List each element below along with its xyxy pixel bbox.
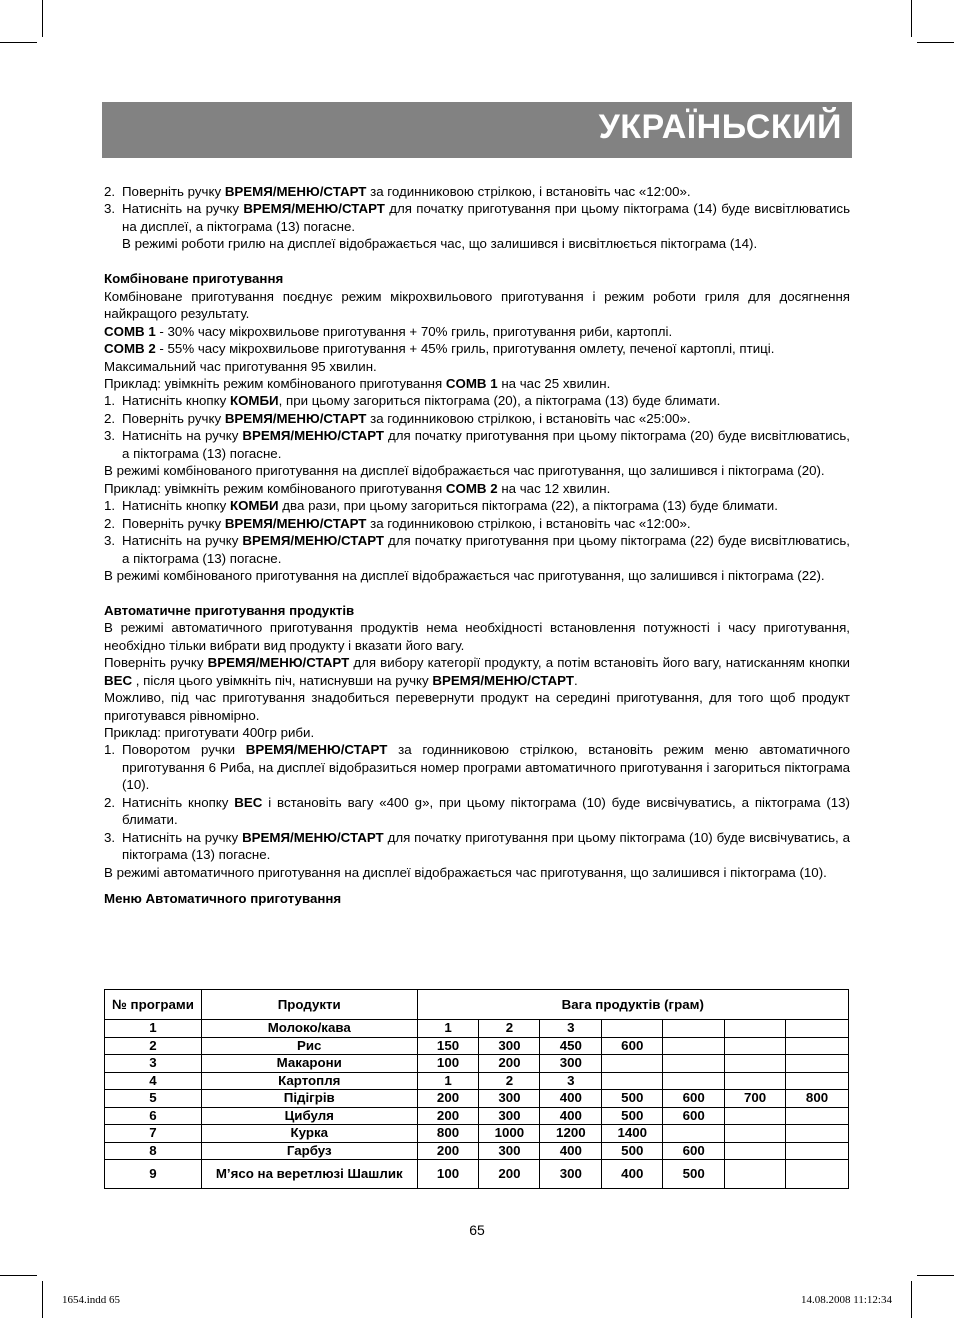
weight-cell: 3 xyxy=(540,1072,602,1090)
weight-cell xyxy=(725,1160,786,1189)
weight-cell xyxy=(725,1037,786,1055)
paragraph: В режимі комбінованого приготування на дисплеї відображається час приготування, що залишився і піктограма (22). xyxy=(104,567,825,583)
page-content xyxy=(104,183,850,908)
list-item: 2. Поверніть ручку ВРЕМЯ/МЕНЮ/СТАРТ за годинниковою стрілкою, і встановіть час «25:00». xyxy=(104,410,691,426)
weight-cell xyxy=(786,1037,849,1055)
weight-cell: 100 xyxy=(417,1055,479,1073)
auto-menu-table xyxy=(104,989,849,1189)
list-item: 2. Поверніть ручку ВРЕМЯ/МЕНЮ/СТАРТ за годинниковою стрілкою, і встановіть час «12:00». xyxy=(104,184,691,199)
product-cell: Картопля xyxy=(201,1072,417,1090)
product-cell: Молоко/кава xyxy=(201,1020,417,1038)
weight-cell: 600 xyxy=(663,1142,725,1160)
table-row xyxy=(105,1090,849,1108)
weight-cell: 600 xyxy=(663,1090,725,1108)
weight-cell: 600 xyxy=(663,1107,725,1125)
banner-title: УКРАЇНЬСКИЙ xyxy=(598,108,842,146)
table-row xyxy=(105,1160,849,1189)
list-item: 1. Натисніть кнопку КОМБИ, при цьому загориться піктограма (20), а піктограма (13) буде блимати. xyxy=(104,393,721,409)
example-line: Приклад: увімкніть режим комбінованого приготування COMB 1 на час 25 хвилин. xyxy=(104,375,611,391)
table-row xyxy=(105,1055,849,1073)
weight-cell: 100 xyxy=(417,1160,479,1189)
weight-cell xyxy=(725,1142,786,1160)
weight-cell xyxy=(602,1020,663,1038)
weight-cell xyxy=(663,1020,725,1038)
product-cell: Цибуля xyxy=(201,1107,417,1125)
weight-cell xyxy=(725,1125,786,1143)
paragraph: В режимі автоматичного приготування на дисплеї відображається час приготування, що залишився і піктограма (10). xyxy=(104,864,827,880)
product-cell: Підігрів xyxy=(201,1090,417,1108)
program-number-cell: 2 xyxy=(105,1037,202,1055)
column-header: Продукти xyxy=(201,990,417,1020)
paragraph: Приклад: приготувати 400гр риби. xyxy=(104,725,315,741)
list-item: 1. Поворотом ручки ВРЕМЯ/МЕНЮ/СТАРТ за годинниковою стрілкою, встановіть режим меню автоматичного приготування 6 Риба, на дисплеї відобразиться номер програми автоматичного приготування і загориться піктограма (10). xyxy=(104,742,850,793)
product-cell: Макарони xyxy=(201,1055,417,1073)
comb2-line: COMB 2 - 55% часу мікрохвильове приготування + 45% гриль, приготування омлету, печеної картоплі, птиці. xyxy=(104,341,775,357)
weight-cell: 300 xyxy=(479,1142,540,1160)
crop-mark xyxy=(911,1281,912,1318)
crop-mark xyxy=(917,1275,954,1276)
section-heading-combined: Комбіноване приготування xyxy=(104,271,284,287)
weight-cell: 500 xyxy=(602,1090,663,1108)
weight-cell xyxy=(663,1072,725,1090)
weight-cell: 200 xyxy=(417,1142,479,1160)
column-header: Вага продуктів (грам) xyxy=(417,990,848,1020)
weight-cell: 1 xyxy=(417,1020,479,1038)
weight-cell: 300 xyxy=(479,1090,540,1108)
paragraph: Поверніть ручку ВРЕМЯ/МЕНЮ/СТАРТ для вибору категорії продукту, а потім встановіть його вагу, натисканням кнопки ВЕС , після цього увімкніть піч, натиснувши на ручку ВРЕМЯ/МЕНЮ/СТАРТ. xyxy=(104,655,850,688)
weight-cell xyxy=(663,1125,725,1143)
language-banner xyxy=(102,102,852,158)
weight-cell: 1400 xyxy=(602,1125,663,1143)
weight-cell: 400 xyxy=(540,1107,602,1125)
weight-cell xyxy=(663,1055,725,1073)
crop-mark xyxy=(917,42,954,43)
example-line: Приклад: увімкніть режим комбінованого приготування COMB 2 на час 12 хвилин. xyxy=(104,480,611,496)
table-header-row xyxy=(105,990,849,1020)
weight-cell xyxy=(663,1037,725,1055)
weight-cell: 1000 xyxy=(479,1125,540,1143)
weight-cell: 2 xyxy=(479,1020,540,1038)
weight-cell: 200 xyxy=(479,1160,540,1189)
weight-cell: 800 xyxy=(786,1090,849,1108)
weight-cell: 1 xyxy=(417,1072,479,1090)
paragraph: Можливо, під час приготування знадобиться перевернути продукт на середині приготування, для того щоб продукт приготувався рівномірно. xyxy=(104,690,850,723)
weight-cell xyxy=(786,1072,849,1090)
weight-cell: 400 xyxy=(602,1160,663,1189)
program-number-cell: 8 xyxy=(105,1142,202,1160)
weight-cell: 1200 xyxy=(540,1125,602,1143)
program-number-cell: 6 xyxy=(105,1107,202,1125)
program-number-cell: 7 xyxy=(105,1125,202,1143)
grill-note: В режимі роботи грилю на дисплеї відображається час, що залишився і висвітлюється піктограма (14). xyxy=(122,236,758,252)
weight-cell xyxy=(786,1142,849,1160)
crop-mark xyxy=(911,0,912,37)
weight-cell xyxy=(725,1020,786,1038)
weight-cell: 2 xyxy=(479,1072,540,1090)
table-row xyxy=(105,1107,849,1125)
crop-mark xyxy=(0,42,37,43)
weight-cell: 400 xyxy=(540,1142,602,1160)
weight-cell xyxy=(602,1072,663,1090)
table-row xyxy=(105,1020,849,1038)
weight-cell: 200 xyxy=(417,1090,479,1108)
product-cell: Курка xyxy=(201,1125,417,1143)
weight-cell: 200 xyxy=(417,1107,479,1125)
crop-mark xyxy=(42,0,43,37)
weight-cell: 300 xyxy=(540,1055,602,1073)
product-cell: Рис xyxy=(201,1037,417,1055)
table-row xyxy=(105,1142,849,1160)
product-cell: Гарбуз xyxy=(201,1142,417,1160)
list-item: 3. Натисніть на ручку ВРЕМЯ/МЕНЮ/СТАРТ для початку приготування при цьому піктограма (20) буде висвітлюватись, а піктограма (13) погасне. xyxy=(104,428,850,461)
file-slug: 1654.indd 65 xyxy=(62,1294,121,1306)
list-item: 1. Натисніть кнопку КОМБИ два рази, при цьому загориться піктограма (22), а піктограма (13) буде блимати. xyxy=(104,498,778,514)
weight-cell xyxy=(725,1055,786,1073)
list-item: 3. Натисніть на ручку ВРЕМЯ/МЕНЮ/СТАРТ для початку приготування при цьому піктограма (22) буде висвітлюватись, а піктограма (13) погасне. xyxy=(104,533,850,566)
weight-cell: 800 xyxy=(417,1125,479,1143)
weight-cell: 300 xyxy=(479,1037,540,1055)
program-number-cell: 3 xyxy=(105,1055,202,1073)
weight-cell: 3 xyxy=(540,1020,602,1038)
comb1-line: COMB 1 - 30% часу мікрохвильове приготування + 70% гриль, приготування риби, картоплі. xyxy=(104,323,673,339)
weight-cell: 300 xyxy=(540,1160,602,1189)
table-row xyxy=(105,1072,849,1090)
print-timestamp: 14.08.2008 11:12:34 xyxy=(801,1294,892,1306)
weight-cell xyxy=(725,1107,786,1125)
weight-cell: 150 xyxy=(417,1037,479,1055)
section-heading-auto: Автоматичне приготування продуктів xyxy=(104,602,355,618)
weight-cell xyxy=(786,1107,849,1125)
program-number-cell: 1 xyxy=(105,1020,202,1038)
weight-cell xyxy=(602,1055,663,1073)
program-number-cell: 9 xyxy=(105,1160,202,1189)
paragraph: В режимі комбінованого приготування на дисплеї відображається час приготування, що залишився і піктограма (20). xyxy=(104,463,825,479)
weight-cell: 400 xyxy=(540,1090,602,1108)
weight-cell xyxy=(725,1072,786,1090)
crop-mark xyxy=(0,1275,37,1276)
paragraph: Максимальний час приготування 95 хвилин. xyxy=(104,358,377,374)
weight-cell: 200 xyxy=(479,1055,540,1073)
weight-cell: 500 xyxy=(602,1107,663,1125)
weight-cell xyxy=(786,1055,849,1073)
list-item: 2. Поверніть ручку ВРЕМЯ/МЕНЮ/СТАРТ за годинниковою стрілкою, і встановіть час «12:00». xyxy=(104,515,691,531)
weight-cell: 600 xyxy=(602,1037,663,1055)
table-row xyxy=(105,1125,849,1143)
crop-mark xyxy=(42,1281,43,1318)
paragraph: Комбіноване приготування поєднує режим мікрохвильового приготування і режим роботи гриля для досягнення найкращого результату. xyxy=(104,288,850,322)
page-number: 65 xyxy=(469,1222,485,1238)
section-heading-menu: Меню Автоматичного приготування xyxy=(104,891,342,907)
weight-cell: 300 xyxy=(479,1107,540,1125)
paragraph: В режимі автоматичного приготування продуктів нема необхідності встановлення потужності і часу приготування, необхідно тільки вибрати вид продукту і вказати його вагу. xyxy=(104,620,850,653)
list-item: 2. Натисніть кнопку ВЕС і встановіть вагу «400 g», при цьому піктограма (10) буде висвічуватись, а піктограма (13) блимати. xyxy=(104,794,850,828)
weight-cell xyxy=(786,1160,849,1189)
program-number-cell: 5 xyxy=(105,1090,202,1108)
program-number-cell: 4 xyxy=(105,1072,202,1090)
table-row xyxy=(105,1037,849,1055)
weight-cell: 450 xyxy=(540,1037,602,1055)
list-item: 3. Натисніть на ручку ВРЕМЯ/МЕНЮ/СТАРТ для початку приготування при цьому піктограма (14) буде висвітлюватись на дисплеї, а піктограма (13) погасне. xyxy=(104,201,850,234)
weight-cell xyxy=(786,1020,849,1038)
weight-cell: 500 xyxy=(663,1160,725,1189)
column-header: № програми xyxy=(105,990,202,1020)
list-item: 3. Натисніть на ручку ВРЕМЯ/МЕНЮ/СТАРТ для початку приготування при цьому піктограма (10) буде висвічуватись, а піктограма (13) погасне. xyxy=(104,829,850,863)
weight-cell: 500 xyxy=(602,1142,663,1160)
product-cell: М’ясо на веретлюзі Шашлик xyxy=(201,1160,417,1189)
weight-cell: 700 xyxy=(725,1090,786,1108)
weight-cell xyxy=(786,1125,849,1143)
